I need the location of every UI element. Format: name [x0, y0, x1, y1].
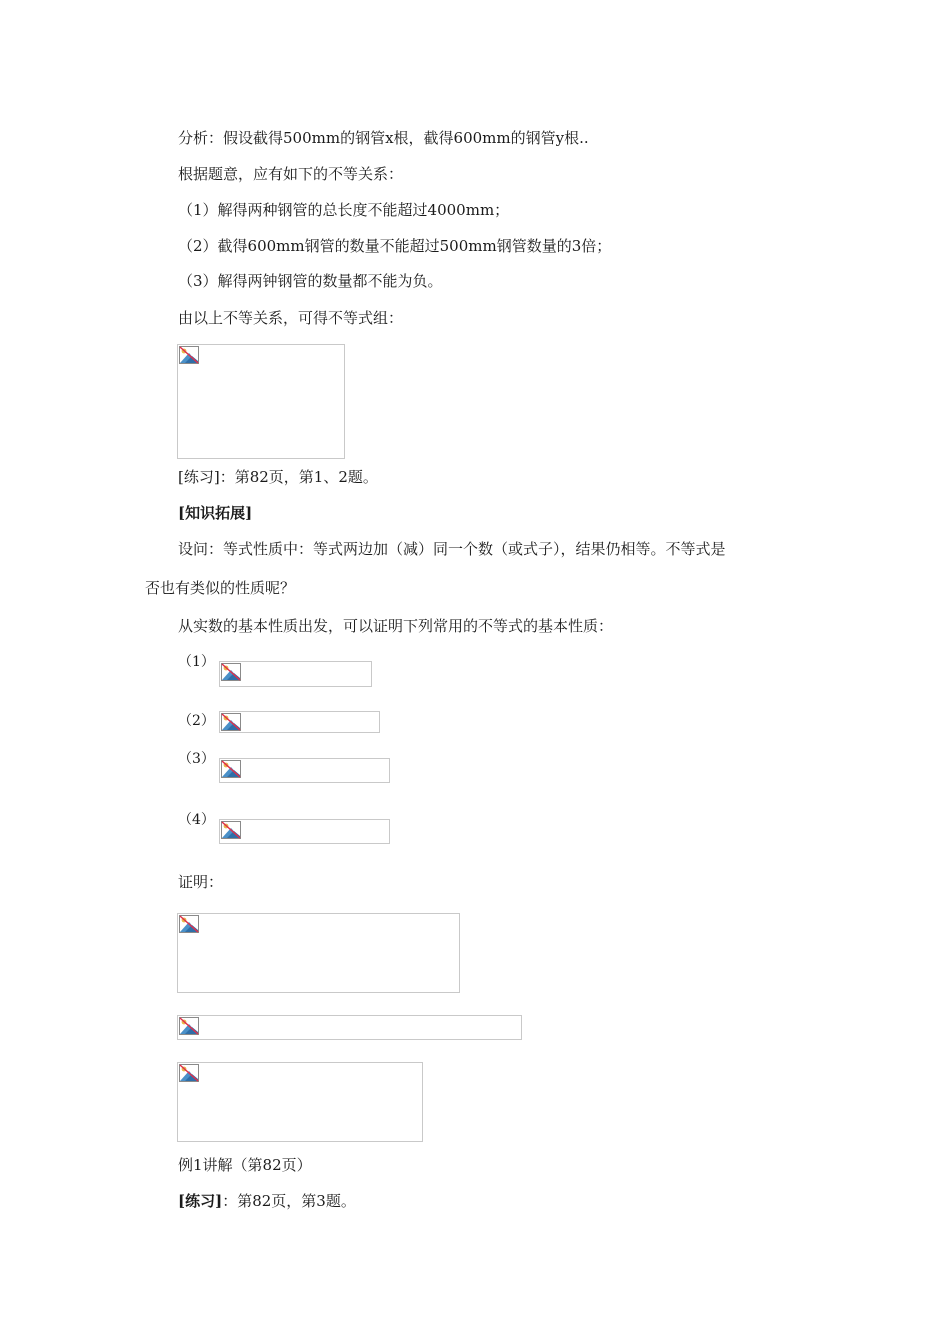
property-3-label: （3）: [178, 751, 215, 767]
example-1-explanation: 例1讲解（第82页）: [178, 1156, 312, 1174]
broken-image-icon: [221, 821, 241, 839]
inequality-system-intro: 由以上不等关系，可得不等式组：: [178, 309, 404, 327]
broken-image-icon: [179, 346, 199, 364]
broken-image-icon: [179, 1064, 199, 1082]
question-line-1: 设问：等式性质中：等式两边加（减）同一个数（或式子），结果仍相等。不等式是: [178, 540, 726, 558]
proof-image-2: [177, 1015, 522, 1040]
property-2-label: （2）: [178, 713, 215, 729]
knowledge-extension-heading: [知识拓展]: [178, 504, 253, 522]
broken-image-icon: [179, 915, 199, 933]
condition-1: （1）解得两种钢管的总长度不能超过4000mm；: [178, 201, 510, 219]
property-3-image: [219, 758, 390, 783]
property-4-image: [219, 819, 390, 844]
condition-3: （3）解得两钟钢管的数量都不能为负。: [178, 272, 443, 290]
property-2-image: [219, 711, 380, 733]
practice-label: [练习]: [178, 1192, 223, 1210]
analysis-line: 分析：假设截得500mm的钢管x根，截得600mm的钢管y根..: [178, 129, 589, 147]
practice-2: [178, 1191, 356, 1211]
conditions-intro: 根据题意，应有如下的不等关系：: [178, 165, 404, 183]
broken-image-icon: [221, 713, 241, 731]
inequality-system-image: [177, 344, 345, 459]
broken-image-icon: [179, 1017, 199, 1035]
practice-detail: ：第82页，第3题。: [222, 1192, 356, 1210]
practice-1: [练习]：第82页，第1、2题。: [178, 468, 378, 486]
proof-image-1: [177, 913, 460, 993]
condition-2: （2）截得600mm钢管的数量不能超过500mm钢管数量的3倍；: [178, 237, 612, 255]
broken-image-icon: [221, 760, 241, 778]
property-4-label: （4）: [178, 812, 215, 828]
properties-intro: 从实数的基本性质出发，可以证明下列常用的不等式的基本性质：: [178, 617, 614, 635]
property-1-image: [219, 661, 372, 687]
proof-image-3: [177, 1062, 423, 1142]
question-line-2: 否也有类似的性质呢？: [145, 579, 296, 597]
proof-label: 证明：: [178, 873, 224, 891]
broken-image-icon: [221, 663, 241, 681]
property-1-label: （1）: [178, 654, 215, 670]
